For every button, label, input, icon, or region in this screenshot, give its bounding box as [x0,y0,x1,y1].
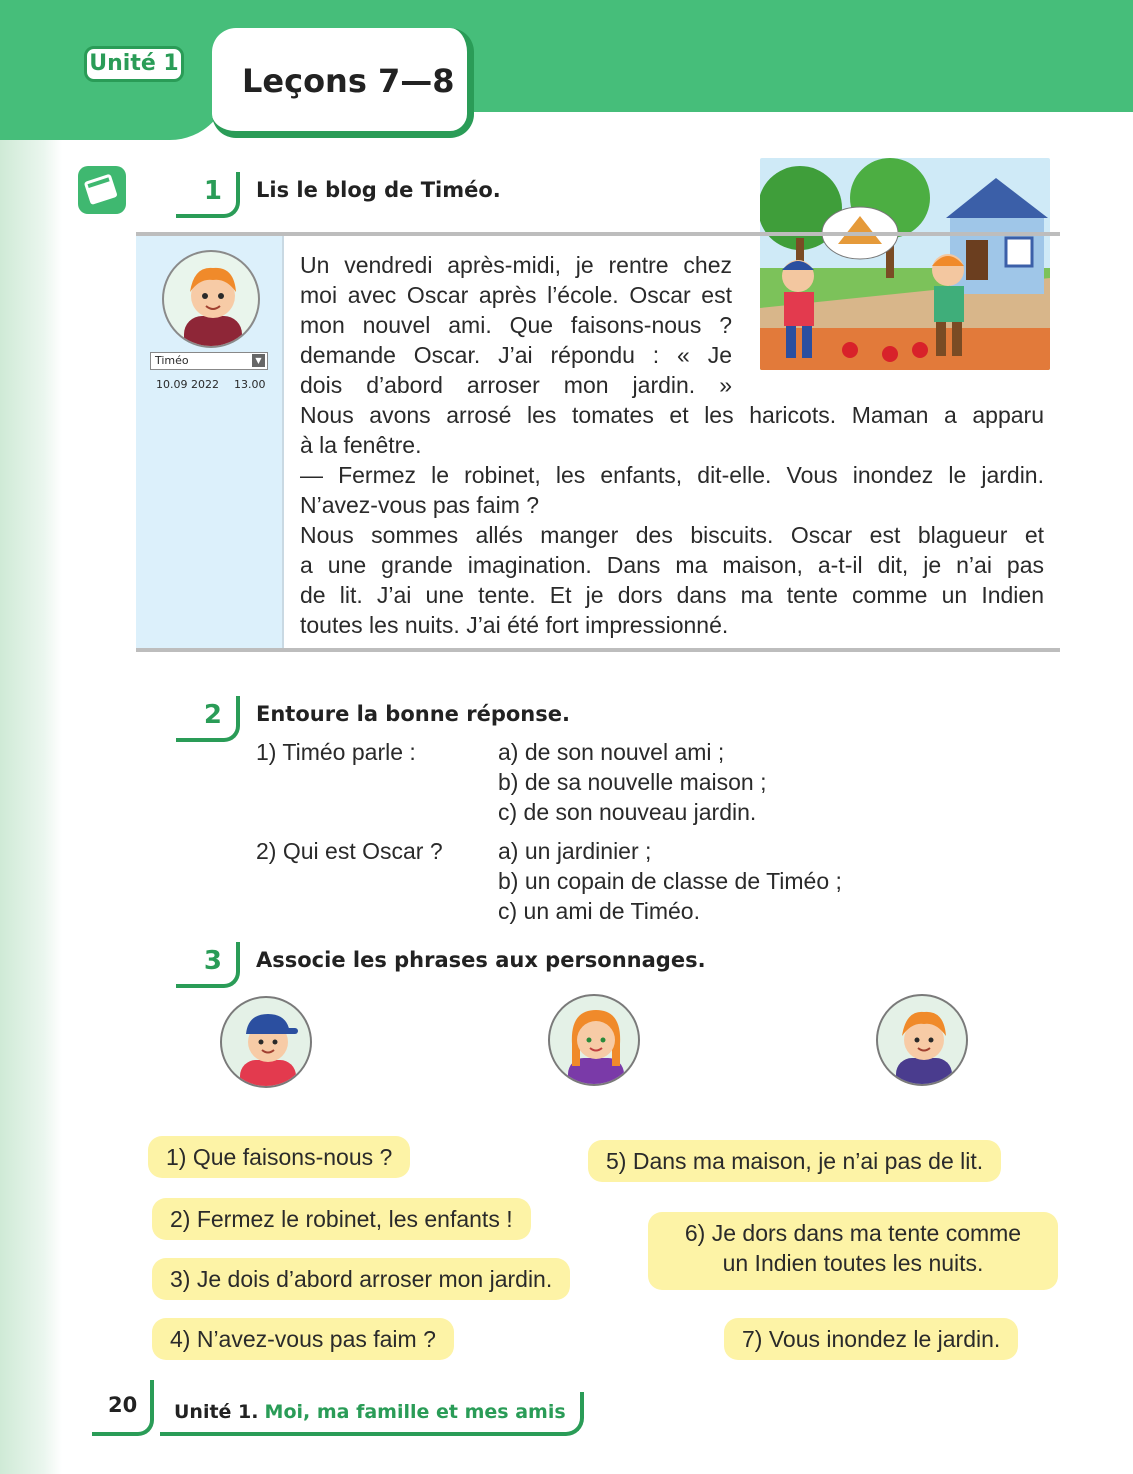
blog-line: toutes les nuits. J’ai été fort impressionné. [300,612,729,638]
footer-unit-title [160,1392,584,1436]
answer-option[interactable]: a) de son nouvel ami ; [498,739,725,765]
answer-option[interactable]: b) de sa nouvelle maison ; [498,769,767,795]
phrase-5[interactable]: 5) Dans ma maison, je n’ai pas de lit. [588,1140,1001,1182]
blog-line: à la fenêtre. [300,432,422,458]
unit-badge: Unité 1 [84,46,184,82]
blog-line: Nous avons arrosé les tomates et les haricots. Maman a apparu [300,402,1044,428]
phrase-6-line-1: 6) Je dors dans ma tente comme [684,1220,1022,1246]
answer-option[interactable]: a) un jardinier ; [498,838,652,864]
phrase-2[interactable]: 2) Fermez le robinet, les enfants ! [152,1198,531,1240]
blog-line: a une grande imagination. Dans ma maison, a-t-il dit, je n’ai pas [300,552,1044,578]
blog-author-panel [136,236,284,648]
phrase-6[interactable] [648,1212,1058,1290]
exercise-1-instruction: Lis le blog de Timéo. [256,178,501,202]
blog-line: mon nouvel ami. Que faisons-nous ? [300,312,732,338]
answer-option[interactable]: c) un ami de Timéo. [498,898,700,924]
footer-unit: Unité 1. [174,1401,259,1423]
post-time: 13.00 [234,378,266,391]
question-2: 2) Qui est Oscar ? [256,838,443,864]
question-1: 1) Timéo parle : [256,739,416,765]
phrase-3[interactable]: 3) Je dois d’abord arroser mon jardin. [152,1258,570,1300]
avatar [162,250,260,348]
exercise-2-number: 2 [176,696,240,742]
exercise-3-instruction: Associe les phrases aux personnages. [256,948,706,972]
exercise-2-instruction: Entoure la bonne réponse. [256,702,570,726]
blog-line: Nous sommes allés manger des biscuits. Oscar est blagueur et [300,522,1044,548]
phrase-7[interactable]: 7) Vous inondez le jardin. [724,1318,1018,1360]
blog-line: N’avez-vous pas faim ? [300,492,540,518]
portrait-maman[interactable] [548,994,640,1086]
author-name-field[interactable] [150,352,268,370]
footer-theme: Moi, ma famille et mes amis [264,1401,566,1423]
blog-line: — Fermez le robinet, les enfants, dit-elle. Vous inondez le jardin. [300,462,1044,488]
blog-line: Un vendredi après-midi, je rentre chez [300,252,732,278]
blog-line: demande Oscar. J’ai répondu : « Je [300,342,732,368]
blog-text [300,250,1044,640]
answer-option[interactable]: b) un copain de classe de Timéo ; [498,868,842,894]
exercise-1-number: 1 [176,172,240,218]
blog-line: moi avec Oscar après l’école. Oscar est [300,282,732,308]
lesson-title: Leçons 7—8 [242,62,455,100]
page-number: 20 [92,1380,154,1436]
phrase-1[interactable]: 1) Que faisons-nous ? [148,1136,410,1178]
author-name: Timéo [155,354,189,367]
phrase-6-line-2: un Indien toutes les nuits. [722,1250,984,1276]
phrase-4[interactable]: 4) N’avez-vous pas faim ? [152,1318,454,1360]
portrait-timeo[interactable] [876,994,968,1086]
left-decorative-band [0,0,62,1474]
dropdown-arrow-icon[interactable]: ▼ [252,354,265,367]
exercise-3-number: 3 [176,942,240,988]
lesson-title-card [212,28,474,138]
book-icon [78,166,126,214]
blog-line: de lit. J’ai une tente. Et je dors dans ma tente comme un Indien [300,582,1044,608]
portrait-oscar[interactable] [220,996,312,1088]
post-date: 10.09 2022 [156,378,219,391]
blog-line: dois d’abord arroser mon jardin. » [300,372,732,398]
answer-option[interactable]: c) de son nouveau jardin. [498,799,757,825]
